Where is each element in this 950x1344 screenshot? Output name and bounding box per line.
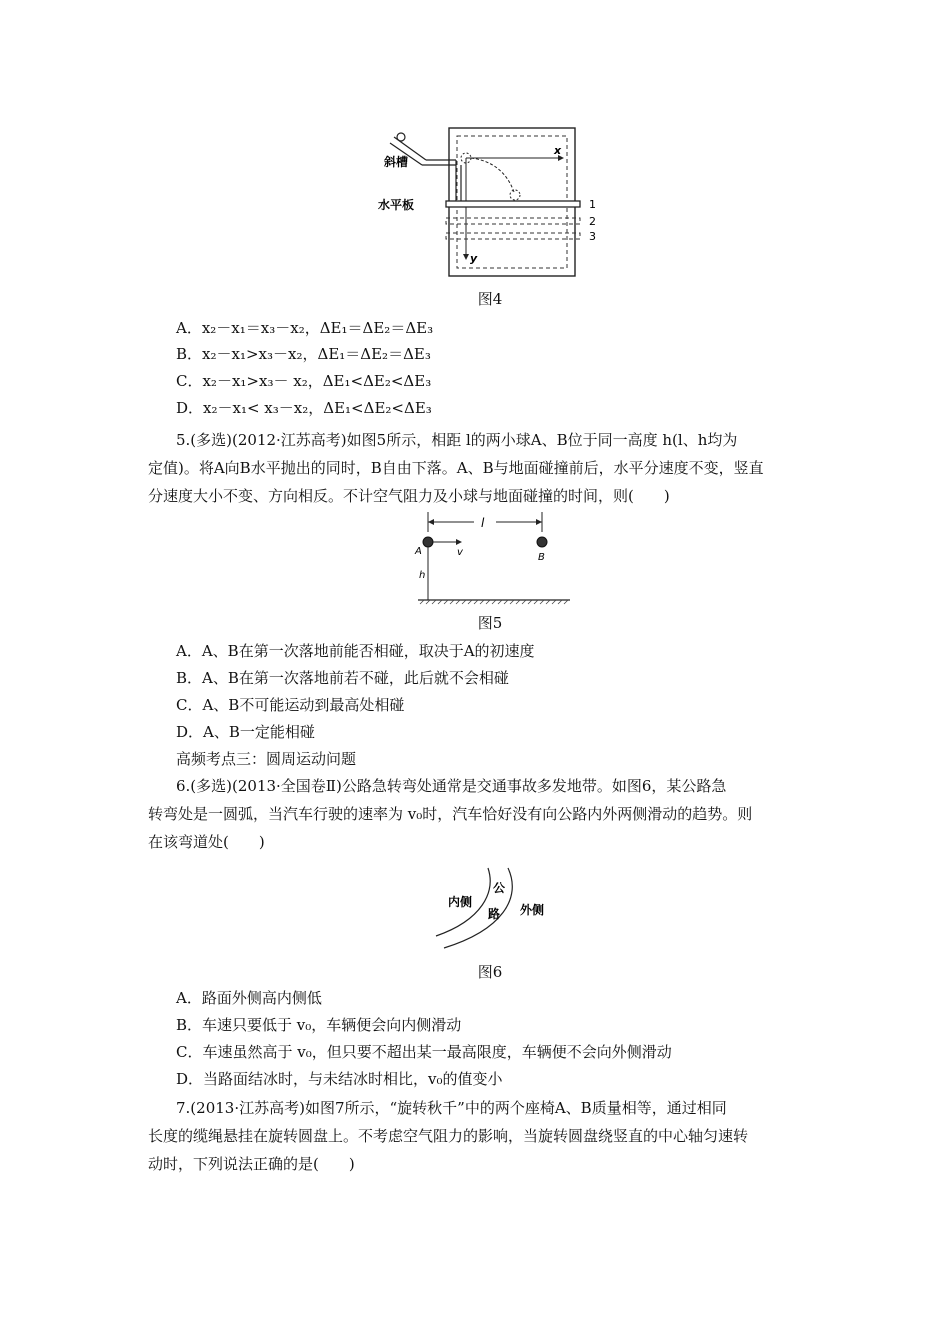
- label-l: l: [481, 516, 485, 530]
- q6-line-2: 转弯处是一圆弧，当汽车行驶的速率为 v₀时，汽车恰好没有向公路内外两侧滑动的趋势。则: [148, 805, 753, 823]
- q5-option-d: D．A、B一定能相碰: [176, 723, 315, 741]
- q5-line-2: 定值)。将A向B水平抛出的同时，B自由下落。A、B与地面碰撞前后，水平分速度不变，竖直: [148, 459, 764, 477]
- label-road-1: 公: [493, 881, 506, 895]
- q6-line-1: 6.(多选)(2013·全国卷Ⅱ)公路急转弯处通常是交通事故多发地带。如图6，某公路急: [176, 777, 727, 795]
- label-position-3: 3: [589, 230, 596, 243]
- q6-stem: [148, 772, 808, 856]
- figure-6-caption: 图6: [477, 963, 503, 981]
- q7-line-2: 长度的缆绳悬挂在旋转圆盘上。不考虑空气阻力的影响，当旋转圆盘绕竖直的中心轴匀速转: [148, 1127, 749, 1145]
- q5-option-b: B．A、B在第一次落地前若不碰，此后就不会相碰: [176, 669, 509, 687]
- q7-stem: [148, 1094, 808, 1178]
- q6-option-d: D．当路面结冰时，与未结冰时相比，v₀的值变小: [176, 1070, 503, 1088]
- q6-option-c: C．车速虽然高于 v₀，但只要不超出某一最高限度，车辆便不会向外侧滑动: [176, 1043, 672, 1061]
- q5-line-3: 分速度大小不变、方向相反。不计空气阻力及小球与地面碰撞的时间，则( ): [148, 487, 670, 505]
- figure-4-diagram: [368, 124, 608, 284]
- q7-line-3: 动时，下列说法正确的是( ): [148, 1155, 355, 1173]
- figure-4-caption: 图4: [477, 290, 503, 308]
- q5-line-1: 5.(多选)(2012·江苏高考)如图5所示，相距 l的两小球A、B位于同一高度 h(l、h均为: [176, 431, 738, 449]
- label-axis-y: y: [470, 252, 478, 265]
- label-b: B: [538, 552, 545, 563]
- label-h: h: [419, 570, 426, 581]
- q7-line-1: 7.(2013·江苏高考)如图7所示，“旋转秋千”中的两个座椅A、B质量相等，通过相同: [176, 1099, 727, 1117]
- label-position-2: 2: [589, 215, 596, 228]
- ball-a: [423, 537, 433, 547]
- q4-option-a: A．x₂－x₁＝x₃－x₂，ΔE₁＝ΔE₂＝ΔE₃: [176, 319, 434, 337]
- q4-option-b: B．x₂－x₁>x₃－x₂，ΔE₁＝ΔE₂＝ΔE₃: [176, 345, 431, 363]
- q6-option-b: B．车速只要低于 v₀，车辆便会向内侧滑动: [176, 1016, 462, 1034]
- label-road-2: 路: [488, 907, 501, 921]
- label-inner-side: 内侧: [448, 895, 473, 909]
- horizontal-board-1: [446, 201, 580, 207]
- figure-6-diagram: [430, 864, 560, 954]
- q5-option-a: A．A、B在第一次落地前能否相碰，取决于A的初速度: [176, 642, 535, 660]
- label-a: A: [415, 546, 422, 557]
- ball-b: [537, 537, 547, 547]
- q6-line-3: 在该弯道处( ): [148, 833, 265, 851]
- label-position-1: 1: [589, 198, 596, 211]
- section-3-heading: 高频考点三：圆周运动问题: [176, 750, 357, 768]
- label-chute: 斜槽: [384, 155, 409, 169]
- label-axis-x: x: [554, 144, 562, 157]
- label-outer-side: 外侧: [520, 903, 545, 917]
- figure-5-diagram: [410, 508, 580, 608]
- label-horizontal-board: 水平板: [378, 198, 415, 212]
- q5-stem: [148, 426, 808, 510]
- label-v: v: [457, 547, 463, 558]
- figure-5-caption: 图5: [477, 614, 503, 632]
- q6-option-a: A．路面外侧高内侧低: [176, 989, 322, 1007]
- q5-option-c: C．A、B不可能运动到最高处相碰: [176, 696, 405, 714]
- q4-option-d: D．x₂－x₁< x₃－x₂，ΔE₁<ΔE₂<ΔE₃: [176, 399, 432, 417]
- q4-option-c: C．x₂－x₁>x₃－ x₂，ΔE₁<ΔE₂<ΔE₃: [176, 372, 432, 390]
